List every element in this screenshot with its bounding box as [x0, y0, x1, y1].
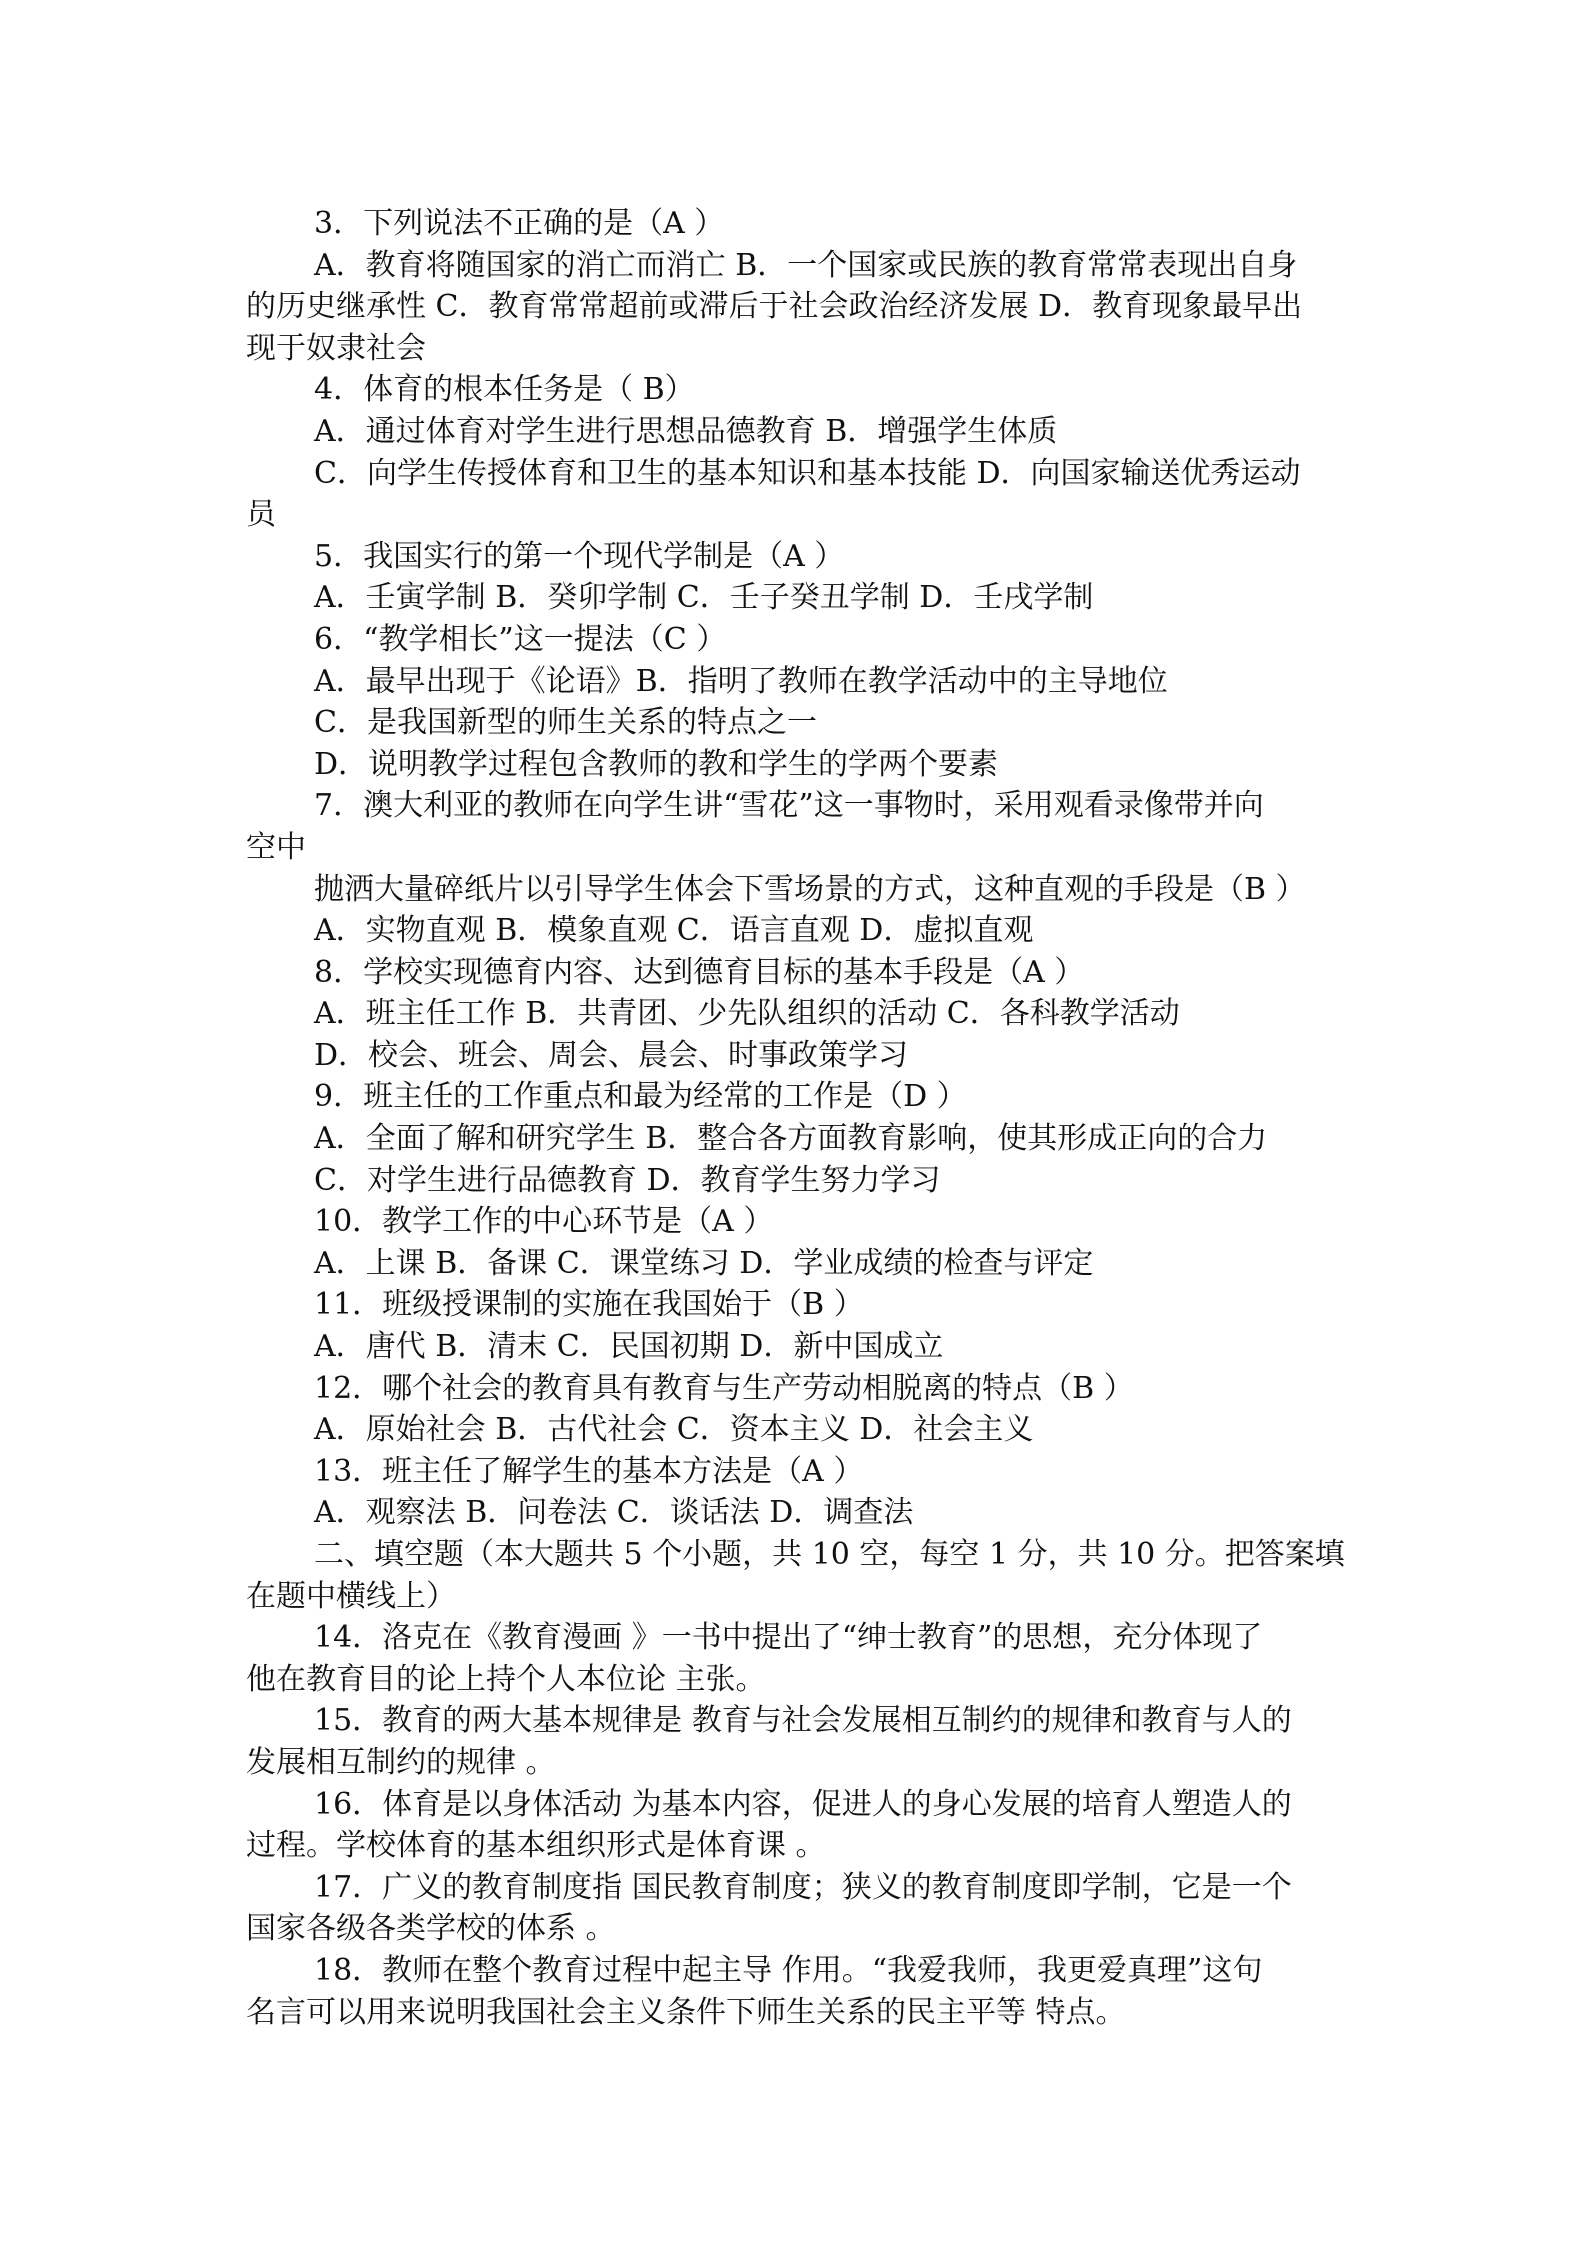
text-line: C．对学生进行品德教育 D．教育学生努力学习	[314, 1162, 941, 1198]
text-line: 15．教育的两大基本规律是 教育与社会发展相互制约的规律和教育与人的	[314, 1703, 1292, 1739]
text-line: C．向学生传授体育和卫生的基本知识和基本技能 D．向国家输送优秀运动	[314, 455, 1301, 491]
text-line: A．唐代 B．清末 C．民国初期 D．新中国成立	[314, 1329, 944, 1365]
text-line: 11．班级授课制的实施在我国始于（B ）	[314, 1287, 864, 1323]
text-line: A．壬寅学制 B．癸卯学制 C．壬子癸丑学制 D．壬戌学制	[314, 580, 1094, 616]
text-line: D．校会、班会、周会、晨会、时事政策学习	[314, 1037, 909, 1073]
text-line: 4．体育的根本任务是（ B）	[314, 372, 695, 408]
text-line: A．通过体育对学生进行思想品德教育 B．增强学生体质	[314, 413, 1058, 449]
text-line: 16．体育是以身体活动 为基本内容，促进人的身心发展的培育人塑造人的	[314, 1786, 1292, 1822]
text-line: 在题中横线上）	[246, 1578, 456, 1614]
text-line: 发展相互制约的规律 。	[246, 1744, 556, 1780]
text-line: A．班主任工作 B．共青团、少先队组织的活动 C．各科教学活动	[314, 996, 1180, 1032]
text-line: A．最早出现于《论语》B．指明了教师在教学活动中的主导地位	[314, 663, 1168, 699]
text-line: D．说明教学过程包含教师的教和学生的学两个要素	[314, 746, 999, 782]
text-line: 14．洛克在《教育漫画 》一书中提出了“绅士教育”的思想，充分体现了	[314, 1620, 1263, 1656]
text-line: A．全面了解和研究学生 B．整合各方面教育影响，使其形成正向的合力	[314, 1121, 1268, 1157]
text-line: 二、填空题（本大题共 5 个小题，共 10 空，每空 1 分，共 10 分。把答案填	[314, 1537, 1345, 1572]
document-body	[246, 203, 1356, 2033]
text-line: 5．我国实行的第一个现代学制是（A ）	[314, 538, 845, 574]
text-line: 他在教育目的论上持个人本位论 主张。	[246, 1661, 766, 1697]
text-line: A．原始社会 B．古代社会 C．资本主义 D．社会主义	[314, 1412, 1034, 1448]
text-line: 国家各级各类学校的体系 。	[246, 1911, 616, 1947]
text-line: 的历史继承性 C．教育常常超前或滞后于社会政治经济发展 D．教育现象最早出	[246, 289, 1303, 325]
text-line: 12．哪个社会的教育具有教育与生产劳动相脱离的特点（B ）	[314, 1370, 1134, 1406]
text-line: C．是我国新型的师生关系的特点之一	[314, 705, 817, 741]
text-line: 空中	[246, 829, 306, 865]
text-line: 3．下列说法不正确的是（A ）	[314, 206, 725, 241]
text-line: 员	[246, 497, 276, 533]
text-line: 10．教学工作的中心环节是（A ）	[314, 1204, 774, 1240]
text-line: 抛洒大量碎纸片以引导学生体会下雪场景的方式，这种直观的手段是（B ）	[314, 871, 1306, 907]
text-line: A．实物直观 B．模象直观 C．语言直观 D．虚拟直观	[314, 913, 1034, 949]
text-line: 现于奴隶社会	[246, 330, 426, 366]
text-line: 9．班主任的工作重点和最为经常的工作是（D ）	[314, 1079, 967, 1115]
text-line: A．观察法 B．问卷法 C．谈话法 D．调查法	[314, 1495, 914, 1531]
text-line: 7．澳大利亚的教师在向学生讲“雪花”这一事物时，采用观看录像带并向	[314, 788, 1264, 824]
text-line: A．教育将随国家的消亡而消亡 B．一个国家或民族的教育常常表现出自身	[314, 247, 1298, 283]
text-line: 17．广义的教育制度指 国民教育制度；狭义的教育制度即学制，它是一个	[314, 1869, 1292, 1905]
text-line: 过程。学校体育的基本组织形式是体育课 。	[246, 1828, 826, 1864]
text-line: A．上课 B．备课 C．课堂练习 D．学业成绩的检查与评定	[314, 1245, 1094, 1281]
text-line: 8．学校实现德育内容、达到德育目标的基本手段是（A ）	[314, 954, 1085, 990]
text-line: 18．教师在整个教育过程中起主导 作用。“我爱我师，我更爱真理”这句	[314, 1952, 1263, 1988]
text-line: 6．“教学相长”这一提法（C ）	[314, 621, 727, 657]
text-line: 名言可以用来说明我国社会主义条件下师生关系的民主平等 特点。	[246, 1994, 1126, 2030]
text-line: 13．班主任了解学生的基本方法是（A ）	[314, 1453, 864, 1489]
